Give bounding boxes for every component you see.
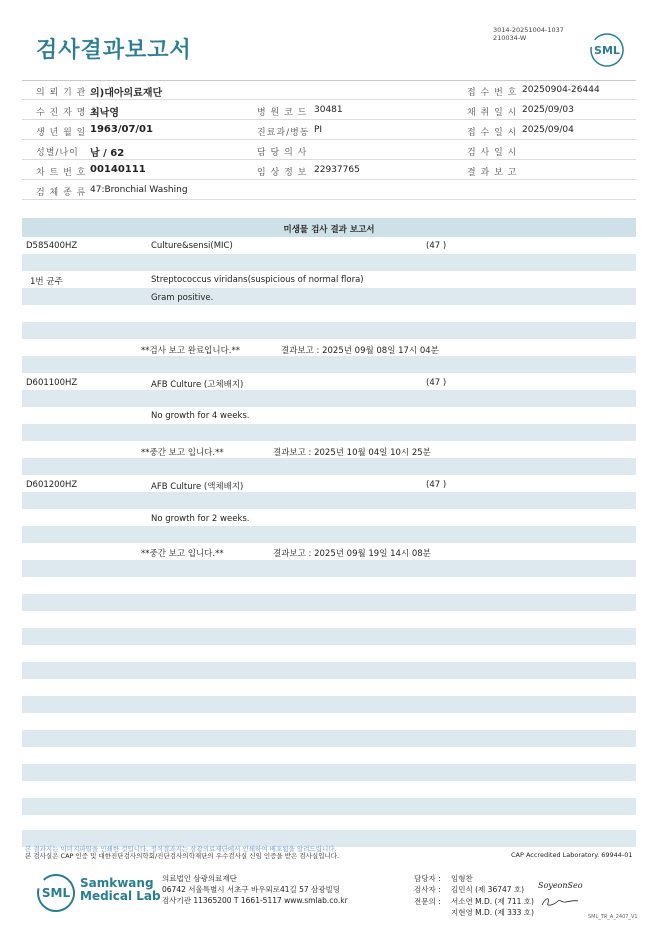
test-code: D601200HZ: [26, 480, 78, 490]
row-band: [22, 322, 636, 339]
header-row-6: [22, 180, 636, 200]
specialist-label: 전문의 :: [414, 897, 441, 906]
sex-age-value: 남 / 62: [90, 148, 125, 159]
disclaimer-image-notice: 본 결과지는 이미지파일을 인쇄한 것입니다. 정식결과지는 삼광의료재단에서 인쇄하여 배포됨을 알려드립니다.: [25, 845, 337, 853]
row-band: [22, 560, 636, 577]
test-code: D585400HZ: [26, 241, 78, 251]
hosp-code-value: 30481: [314, 105, 343, 115]
org-contact: 검사기관 11365200 T 1661-5117 www.smlab.co.kr: [162, 896, 348, 905]
birth-label: 생 년 월 일: [36, 128, 87, 138]
org-address: 06742 서울특별시 서초구 바우뫼로41길 57 삼광빌딩: [162, 885, 341, 894]
specimen-label: 검 체 종 류: [36, 188, 87, 198]
sex-age-label: 성별/나이: [36, 148, 79, 158]
row-band: [22, 390, 636, 407]
test-date-label: 검 사 일 시: [467, 148, 518, 158]
receipt-no-label: 접 수 번 호: [467, 88, 518, 98]
dept-value: PI: [314, 125, 323, 135]
signature-soyeon: SoyeonSeo: [538, 881, 583, 890]
test-specimen-no: (47 ): [426, 378, 447, 388]
clinical-value: 22937765: [314, 165, 360, 175]
chart-label: 차 트 번 호: [36, 168, 87, 178]
test-code: D601100HZ: [26, 378, 78, 388]
row-band: [22, 730, 636, 747]
report-section-header: [22, 218, 636, 237]
sml-footer-logo-text: SML: [41, 886, 71, 900]
report-time: 결과보고 : 2025년 09월 19일 14시 08분: [273, 549, 431, 559]
row-band: [22, 424, 636, 441]
header-row-4: [22, 140, 636, 160]
row-band: [22, 628, 636, 645]
row-band: [22, 594, 636, 611]
document-code-line2: 210034-W: [493, 34, 527, 42]
patient-label: 수 진 자 명: [36, 108, 87, 118]
header-row-2: [22, 100, 636, 120]
manager-value: 임형찬: [451, 874, 473, 883]
row-band: [22, 662, 636, 679]
page-title: 검사결과보고서: [36, 38, 192, 63]
row-band: [22, 492, 636, 509]
row-band: [22, 356, 636, 373]
report-status: **중간 보고 입니다.**: [141, 448, 224, 458]
receipt-no-value: 20250904-26444: [522, 85, 600, 95]
sml-logo-text: SML: [594, 44, 620, 57]
specimen-value: 47:Bronchial Washing: [90, 185, 188, 195]
result-line: No growth for 2 weeks.: [151, 514, 250, 524]
test-name: AFB Culture (액체배지): [151, 482, 244, 492]
isolate-label: 1번 균주: [30, 277, 63, 287]
disclaimer-certification: 본 검사실은 CAP 인증 및 대한진단검사의학회/진단검사의학재단의 우수검사실 신임 인증을 받은 검사실입니다.: [25, 852, 340, 860]
result-line: No growth for 4 weeks.: [151, 411, 250, 421]
row-band: [22, 764, 636, 781]
hosp-code-label: 병 원 코 드: [257, 108, 308, 118]
receipt-date-value: 2025/09/04: [522, 125, 574, 135]
row-band: [22, 696, 636, 713]
test-name: Culture&sensi(MIC): [151, 241, 233, 251]
header-row-1: [22, 80, 636, 100]
doctor-label: 담 당 의 사: [257, 148, 308, 158]
org-name: 의료법인 삼광의료재단: [162, 874, 237, 883]
brand-line2: Medical Lab: [80, 889, 161, 903]
specialist2-value: 지현영 M.D. (제 333 호): [451, 908, 534, 917]
clinical-label: 임 상 정 보: [257, 168, 308, 178]
test-specimen-no: (47 ): [426, 480, 447, 490]
specialist1-value: 서소연 M.D. (제 711 호): [451, 897, 534, 906]
row-band: [22, 254, 636, 271]
header-row-5: [22, 160, 636, 180]
sml-footer-logo-icon: [36, 873, 76, 913]
birth-value: 1963/07/01: [90, 124, 153, 135]
test-name: AFB Culture (고체배지): [151, 380, 244, 390]
brand-line1: Samkwang: [80, 876, 154, 890]
test-specimen-no: (47 ): [426, 241, 447, 251]
document-code-line1: 3014-20251004-1037: [493, 26, 564, 34]
report-time: 결과보고 : 2025년 09월 08일 17시 04분: [281, 346, 439, 356]
row-band: [22, 458, 636, 475]
row-band: [22, 798, 636, 815]
result-line: Streptococcus viridans(suspicious of normal flora): [151, 275, 364, 285]
cap-accreditation: CAP Accredited Laboratory. 69944-01: [511, 851, 633, 859]
receipt-date-label: 접 수 일 시: [467, 128, 518, 138]
brand-name: [80, 877, 161, 903]
chart-value: 00140111: [90, 164, 146, 175]
document-code: [493, 26, 564, 42]
tester-value: 김민식 (제 36747 호): [451, 885, 525, 894]
header-row-3: [22, 120, 636, 140]
dept-label: 진료과/병동: [257, 128, 310, 138]
collect-date-value: 2025/09/03: [522, 105, 574, 115]
report-section-title: 미생물 검사 결과 보고서: [283, 225, 375, 235]
patient-value: 최낙영: [90, 108, 119, 119]
manager-label: 담당자 :: [414, 874, 441, 883]
req-org-value: 의)대아의료재단: [90, 88, 163, 99]
collect-date-label: 채 취 일 시: [467, 108, 518, 118]
row-band: [22, 288, 636, 305]
result-line: Gram positive.: [151, 293, 214, 303]
signature-jihyun: [540, 895, 580, 909]
report-status: **검사 보고 완료입니다.**: [141, 346, 241, 356]
row-band: [22, 526, 636, 543]
tester-label: 검사자 :: [414, 885, 441, 894]
report-label: 결 과 보 고: [467, 168, 518, 178]
report-status: **중간 보고 입니다.**: [141, 549, 224, 559]
form-version: SML_TR_A_2407_V1: [588, 914, 638, 920]
req-org-label: 의 뢰 기 관: [36, 88, 87, 98]
report-time: 결과보고 : 2025년 10월 04일 10시 25분: [273, 448, 431, 458]
sml-logo-icon: [590, 33, 624, 67]
